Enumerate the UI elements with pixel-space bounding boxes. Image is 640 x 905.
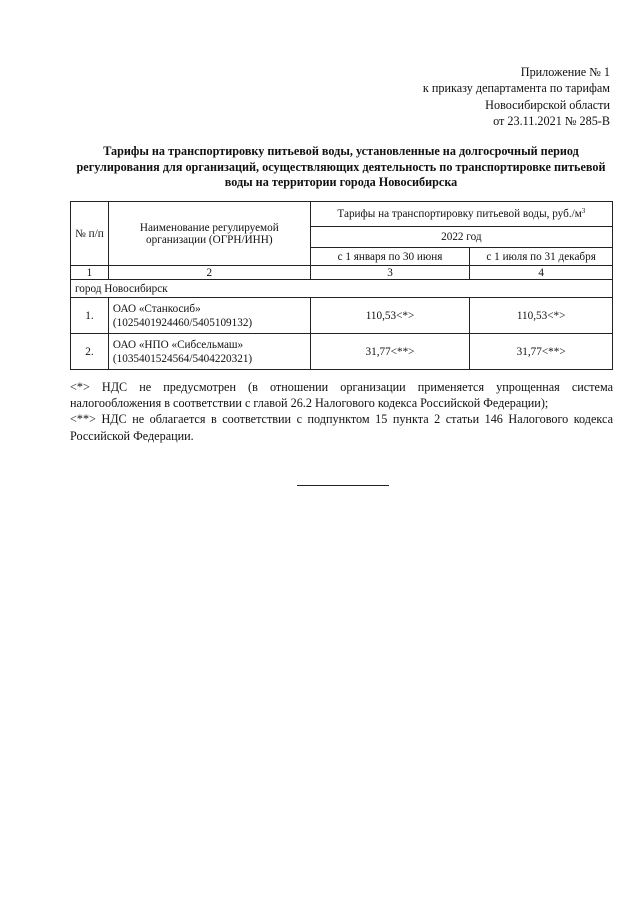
footnote-2: <**> НДС не облагается в соответствии с подпунктом 15 пункта 2 статьи 146 Налогового кодекса Российской Федерации. — [70, 412, 613, 443]
table-row — [71, 298, 613, 334]
appendix-line-4: от 23.11.2021 № 285-В — [493, 114, 610, 129]
organization-ids: (1035401524564/5404220321) — [112, 352, 253, 365]
tariff-table — [70, 201, 613, 370]
footnotes — [70, 379, 613, 444]
header-tariff-text: Тарифы на транспортировку питьевой воды, руб./м — [337, 208, 582, 220]
column-number: 4 — [470, 266, 613, 280]
row-number: 2. — [71, 334, 109, 370]
header-tariff — [310, 202, 612, 227]
city-name: город Новосибирск — [71, 280, 613, 298]
tariff-period-2: 31,77<**> — [470, 334, 613, 370]
appendix-line-3: Новосибирской области — [485, 97, 610, 112]
column-number: 2 — [108, 266, 310, 280]
table-header-row — [71, 202, 613, 227]
tariff-period-1: 110,53<*> — [310, 298, 470, 334]
table-row — [71, 334, 613, 370]
appendix-header — [423, 64, 610, 130]
table-numbering-row — [71, 266, 613, 280]
organization-name: ОАО «НПО «Сибсельмаш» — [112, 338, 244, 351]
column-number: 1 — [71, 266, 109, 280]
organization-cell — [108, 334, 310, 370]
row-number: 1. — [71, 298, 109, 334]
column-number: 3 — [310, 266, 470, 280]
header-tariff-superscript: 3 — [581, 207, 586, 215]
organization-name: ОАО «Станкосиб» — [112, 302, 201, 315]
tariff-period-2: 110,53<*> — [470, 298, 613, 334]
appendix-line-2: к приказу департамента по тарифам — [422, 81, 610, 96]
document-title: Тарифы на транспортировку питьевой воды, установленные на долгосрочный период регулирования для организаций, осуществляющих деятельность по транспортировке питьевой воды на территории города Новосибирска — [76, 144, 606, 190]
header-organization: Наименование регулируемой организации (ОГРН/ИНН) — [108, 202, 310, 266]
header-year: 2022 год — [310, 227, 612, 248]
organization-cell — [108, 298, 310, 334]
closing-line — [297, 485, 389, 486]
footnote-1: <*> НДС не предусмотрен (в отношении организации применяется упрощенная система налогообложения в соответствии с главой 26.2 Налогового кодекса Российской Федерации); — [70, 380, 613, 411]
header-period-2: с 1 июля по 31 декабря — [470, 248, 613, 266]
table-city-row — [71, 280, 613, 298]
header-period-1: с 1 января по 30 июня — [310, 248, 470, 266]
appendix-line-1: Приложение № 1 — [520, 65, 610, 79]
header-number: № п/п — [71, 202, 109, 266]
tariff-period-1: 31,77<**> — [310, 334, 470, 370]
organization-ids: (1025401924460/5405109132) — [112, 316, 253, 329]
